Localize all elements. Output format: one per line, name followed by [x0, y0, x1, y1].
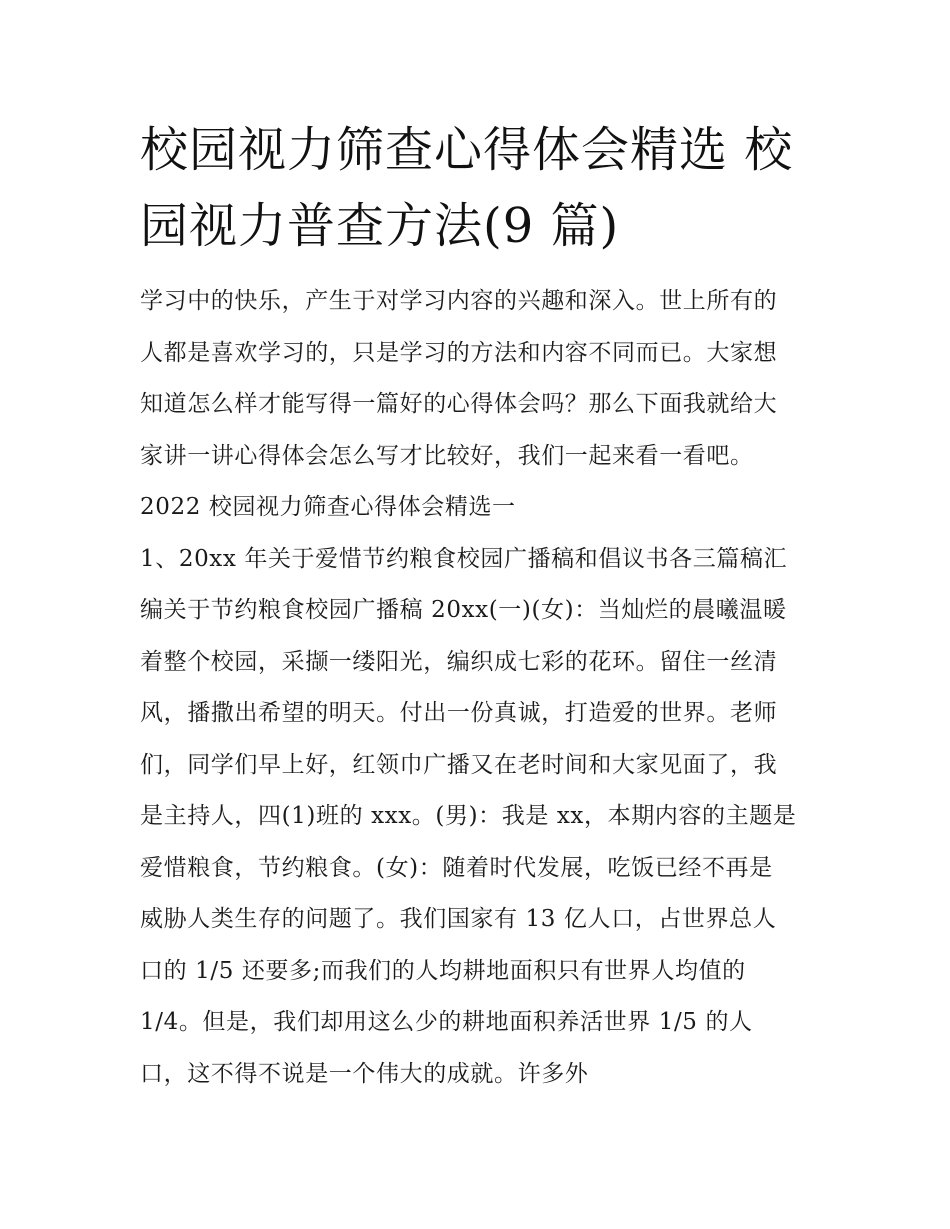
title-line: 园视力普查方法(9 篇): [140, 198, 620, 254]
body-line: 威胁人类生存的问题了。我们国家有 13 亿人口，占世界总人: [140, 906, 777, 932]
document-title: [140, 112, 820, 264]
body-line: 们，同学们早上好，红领巾广播又在老时间和大家见面了，我: [140, 751, 778, 778]
body-line: 1、20xx 年关于爱惜节约粮食校园广播稿和倡议书各三篇稿汇: [140, 545, 788, 572]
body-line: 着整个校园，采撷一缕阳光，编织成七彩的花环。留住一丝清: [140, 648, 778, 675]
document-body: [140, 276, 820, 1100]
body-line: 人都是喜欢学习的，只是学习的方法和内容不同而已。大家想: [140, 339, 778, 366]
body-line: 口，这不得不说是一个伟大的成就。许多外: [140, 1060, 589, 1087]
body-line: 是主持人，四(1)班的 xxx。(男)：我是 xx，本期内容的主题是: [140, 803, 797, 829]
title-line: 校园视力筛查心得体会精选 校: [140, 122, 794, 178]
section-heading: 2022 校园视力筛查心得体会精选一: [140, 494, 516, 520]
body-line: 风，播撒出希望的明天。付出一份真诚，打造爱的世界。老师: [140, 700, 778, 726]
body-line: 1/4。但是，我们却用这么少的耕地面积养活世界 1/5 的人: [140, 1009, 753, 1035]
body-line: 编关于节约粮食校园广播稿 20xx(一)(女)：当灿烂的晨曦温暖: [140, 597, 787, 623]
body-line: 家讲一讲心得体会怎么写才比较好，我们一起来看一看吧。: [140, 442, 754, 469]
body-line: 爱惜粮食，节约粮食。(女)：随着时代发展，吃饭已经不再是: [140, 854, 773, 881]
body-line: 知道怎么样才能写得一篇好的心得体会吗？那么下面我就给大: [140, 391, 778, 417]
body-line: 学习中的快乐，产生于对学习内容的兴趣和深入。世上所有的: [140, 288, 778, 314]
body-line: 口的 1/5 还要多;而我们的人均耕地面积只有世界人均值的: [140, 957, 746, 984]
